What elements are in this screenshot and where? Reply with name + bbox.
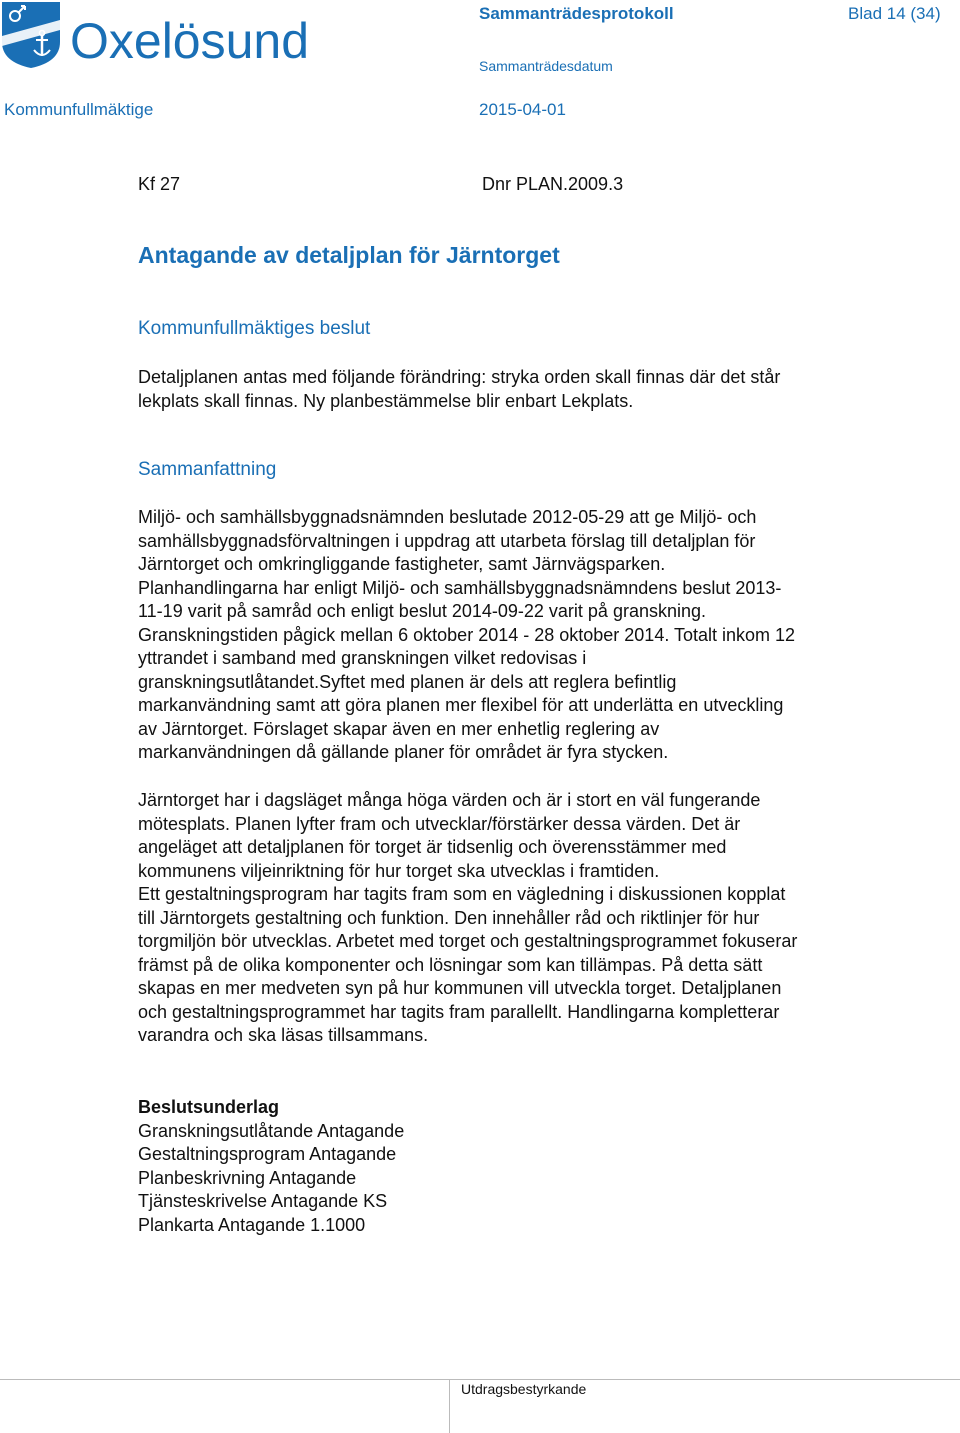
text-line: varandra och ska läsas tillsammans. — [138, 1025, 429, 1045]
meeting-date: 2015-04-01 — [479, 100, 566, 119]
text-line: Järntorget har i dagsläget många höga värden och är i stort en väl fungerande — [138, 790, 761, 810]
text-line: Planhandlingarna har enligt Miljö- och samhällsbyggnadsnämndens beslut 2013- — [138, 577, 782, 598]
date-label: Sammanträdesdatum — [479, 58, 613, 74]
text-line: Miljö- och samhällsbyggnadsnämnden beslutade 2012-05-29 att ge Miljö- och — [138, 507, 757, 527]
document-type: Sammanträdesprotokoll — [479, 4, 674, 23]
text-line: yttrandet i samband med granskningen vilket redovisas i — [138, 648, 587, 668]
text-line: skapas en mer medveten syn på hur kommunen vill utveckla torget. Detaljplanen — [138, 978, 782, 998]
text-line: mötesplats. Planen lyfter fram och utvecklar/förstärker dessa värden. Det är — [138, 813, 741, 834]
basis-item: Tjänsteskrivelse Antagande KS — [138, 1191, 388, 1211]
summary-paragraph-1 — [138, 506, 795, 765]
decision-basis — [138, 1096, 404, 1237]
basis-item: Planbeskrivning Antagande — [138, 1167, 357, 1188]
text-line: av Järntorget. Förslaget skapar även en mer enhetlig reglering av — [138, 718, 660, 739]
text-line: angeläget att detaljplanen för torget är tidsenlig och överensstämmer med — [138, 837, 727, 857]
decision-heading: Kommunfullmäktiges beslut — [138, 318, 371, 339]
text-line: markanvändningen då gällande planer för området är fyra stycken. — [138, 742, 669, 762]
text-line: kommunens viljeinriktning för hur torget ska utvecklas i framtiden. — [138, 860, 660, 881]
footer-certification-label: Utdragsbestyrkande — [461, 1381, 587, 1397]
basis-heading: Beslutsunderlag — [138, 1097, 280, 1117]
footer-rule-left — [0, 1379, 449, 1380]
page-title: Antagande av detaljplan för Järntorget — [138, 242, 560, 268]
org-name-logotype: Oxelösund — [70, 13, 310, 69]
text-line: främst på de olika komponenter och lösningar som kan tillämpas. På detta sätt — [138, 954, 763, 975]
footer-rule-right — [449, 1379, 960, 1380]
page-label: Blad 14 (34) — [848, 4, 941, 23]
case-number: Kf 27 — [138, 174, 181, 194]
decision-text — [138, 366, 780, 413]
text-line: samhällsbyggnadsförvaltningen i uppdrag att utarbeta förslag till detaljplan för — [138, 530, 756, 551]
footer-divider — [449, 1379, 450, 1433]
basis-item: Granskningsutlåtande Antagande — [138, 1120, 405, 1141]
text-line: till Järntorgets gestaltning och funktion. Den innehåller råd och riktlinjer för hur — [138, 907, 760, 928]
case-dnr: Dnr PLAN.2009.3 — [482, 174, 624, 194]
municipal-shield-icon — [2, 2, 60, 68]
text-line: Ett gestaltningsprogram har tagits fram som en vägledning i diskussionen kopplat — [138, 884, 786, 904]
basis-item: Plankarta Antagande 1.1000 — [138, 1214, 366, 1235]
decision-line: lekplats skall finnas. Ny planbestämmelse blir enbart Lekplats. — [138, 390, 634, 411]
text-line: Granskningstiden pågick mellan 6 oktober 2014 - 28 oktober 2014. Totalt inkom 12 — [138, 624, 796, 645]
decision-line: Detaljplanen antas med följande förändring: stryka orden skall finnas där det står — [138, 367, 781, 387]
basis-item: Gestaltningsprogram Antagande — [138, 1144, 397, 1164]
text-line: Järntorget och omkringliggande fastigheter, samt Järnvägsparken. — [138, 554, 666, 574]
oxelosund-logo — [0, 0, 330, 70]
text-line: 11-19 varit på samråd och enligt beslut 2014-09-22 varit på granskning. — [138, 601, 707, 621]
summary-heading: Sammanfattning — [138, 459, 277, 480]
text-line: granskningsutlåtandet.Syftet med planen är dels att reglera befintlig — [138, 671, 677, 692]
text-line: och gestaltningsprogrammet har tagits fram parallellt. Handlingarna kompletterar — [138, 1001, 780, 1022]
text-line: markanvändning samt att göra planen mer flexibel för att underlätta en utveckling — [138, 695, 784, 715]
text-line: torgmiljön bör utvecklas. Arbetet med torget och gestaltningsprogrammet fokuserar — [138, 931, 798, 951]
summary-paragraph-2 — [138, 789, 797, 1048]
body-name: Kommunfullmäktige — [4, 100, 154, 119]
